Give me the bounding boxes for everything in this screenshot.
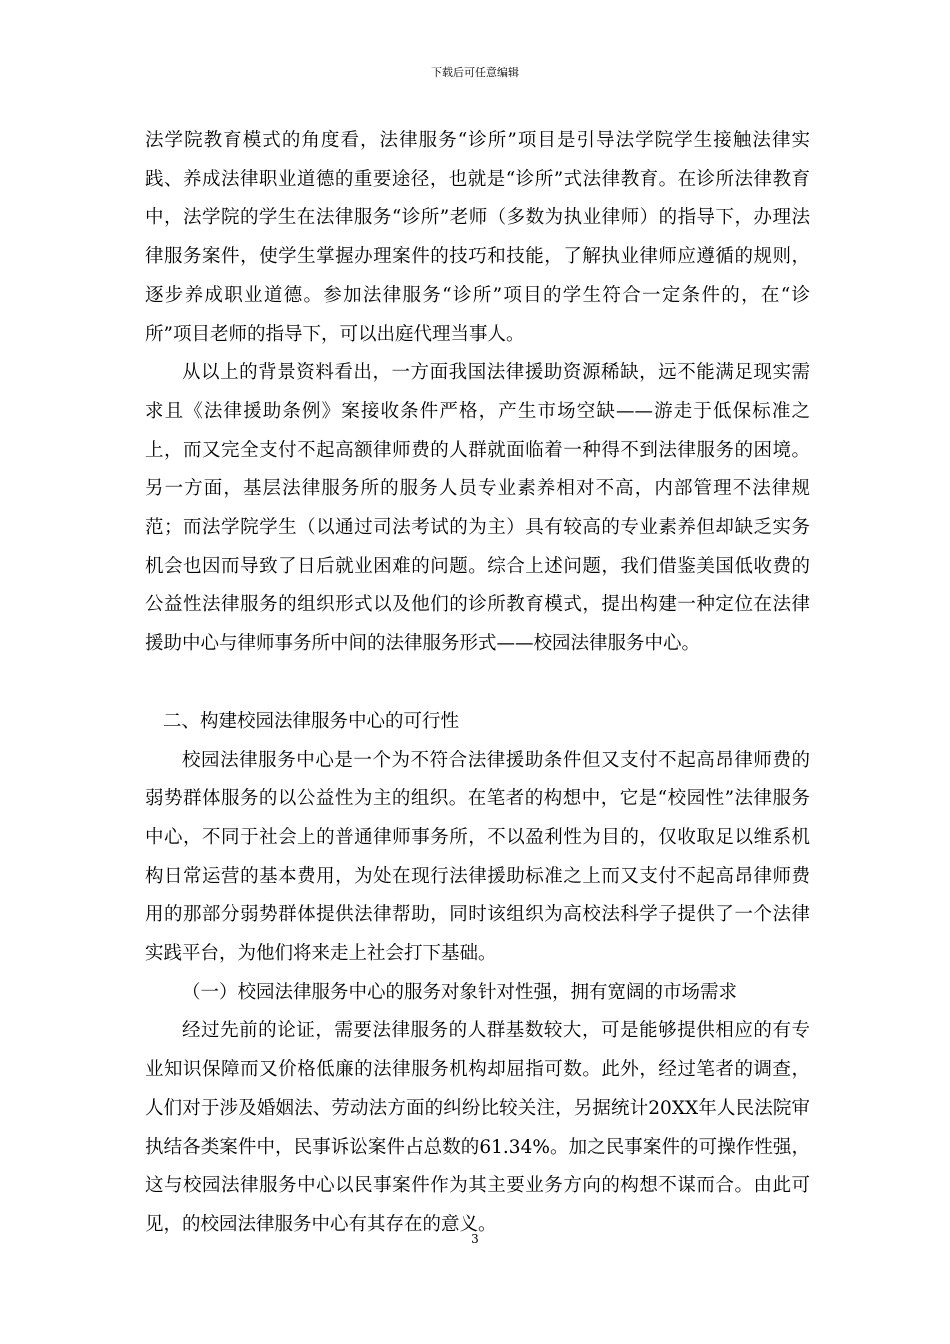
subsection-heading-service-target: （一）校园法律服务中心的服务对象针对性强，拥有宽阔的市场需求 bbox=[182, 981, 738, 1003]
page-number: 3 bbox=[471, 1232, 479, 1246]
section-heading-feasibility: 二、构建校园法律服务中心的可行性 bbox=[163, 710, 460, 732]
paragraph-center-definition: 校园法律服务中心是一个为不符合法律援助条件但又支付不起高昂律师费的弱势群体服务的以公益性为主的组织。在笔者的构想中，它是“校园性”法律服务中心，不同于社会上的普通律师事务所，不以盈利性为目的，仅收取足以维系机构日常运营的基本费用，为处在现行法律援助标准之上而又支付不起高昂律师费用的那部分弱势群体提供法律帮助，同时该组织为高校法科学子提供了一个法律实践平台，为他们将来走上社会打下基础。 bbox=[145, 749, 810, 965]
section-gap bbox=[145, 664, 810, 703]
paragraph-background: 从以上的背景资料看出，一方面我国法律援助资源稀缺，远不能满足现实需求且《法律援助条例》案接收条件严格，产生市场空缺——游走于低保标准之上，而又完全支付不起高额律师费的人群就面临着一种得不到法律服务的困境。另一方面，基层法律服务所的服务人员专业素养相对不高，内部管理不法律规范；而法学院学生（以通过司法考试的为主）具有较高的专业素养但却缺乏实务机会也因而导致了日后就业困难的问题。综合上述问题，我们借鉴美国低收费的公益性法律服务的组织形式以及他们的诊所教育模式，提出构建一种定位在法律援助中心与律师事务所中间的法律服务形式——校园法律服务中心。 bbox=[145, 362, 810, 655]
document-body bbox=[145, 122, 810, 1245]
page-header: 下载后可任意编辑 bbox=[431, 66, 519, 79]
paragraph-market-demand: 经过先前的论证，需要法律服务的人群基数较大，可是能够提供相应的有专业知识保障而又价格低廉的法律服务机构却屈指可数。此外，经过笔者的调查，人们对于涉及婚姻法、劳动法方面的纠纷比较关注，另据统计20XX年人民法院审执结各类案件中，民事诉讼案件占总数的61.34%。加之民事案件的可操作性强，这与校园法律服务中心以民事案件作为其主要业务方向的构想不谋而合。由此可见，的校园法律服务中心有其存在的意义。 bbox=[145, 1020, 810, 1235]
paragraph-clinic-education: 法学院教育模式的角度看，法律服务“诊所”项目是引导法学院学生接触法律实践、养成法律职业道德的重要途径，也就是“诊所”式法律教育。在诊所法律教育中，法学院的学生在法律服务“诊所”老师（多数为执业律师）的指导下，办理法律服务案件，使学生掌握办理案件的技巧和技能，了解执业律师应遵循的规则，逐步养成职业道德。参加法律服务“诊所”项目的学生符合一定条件的，在“诊所”项目老师的指导下，可以出庭代理当事人。 bbox=[145, 130, 810, 345]
